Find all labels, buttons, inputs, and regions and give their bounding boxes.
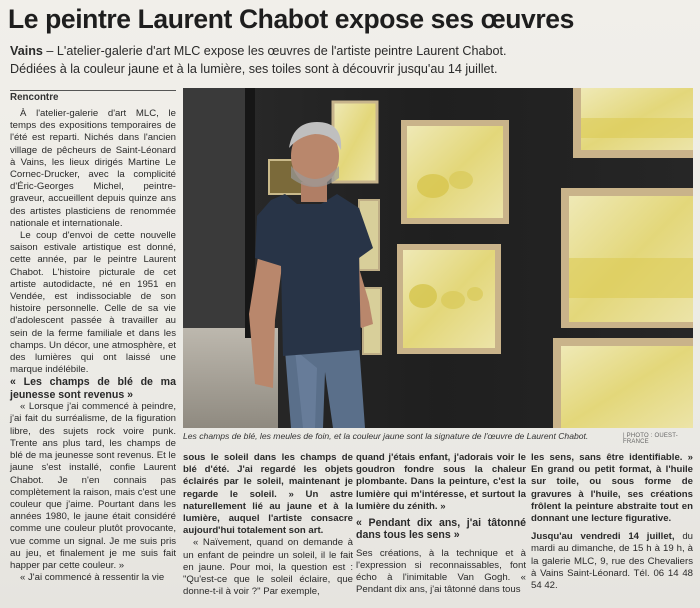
article-photo <box>183 88 693 428</box>
col4-text-1: les sens, sans être identifiable. » En grand ou petit format, à l'huile sur toile, ou sous forme de gravures à l'huile, ses créations frôlent la peinture abstraite tout en donnant une lecture figurative. <box>531 452 693 525</box>
col1-paragraph-2: Le coup d'envoi de cette nouvelle saison estivale artistique est donné, cette année, par le peintre Laurent Chabot. L'histoire picturale de cet artiste autodidacte, né en 1951 en Vendée, est indissociable de son histoire personnelle. Celle de sa vie d'adolescent passée à travailler au sein de la ferme familiale et dans les champs. Un décor, une atmosphère, et des lumières qui ont laissé une marque indélébile. <box>10 230 176 376</box>
photo-caption: Les champs de blé, les meules de foin, et la couleur jaune sont la signature de l'œuvre de Laurent Chabot. <box>183 431 589 441</box>
gallery-photo-illustration <box>183 88 693 428</box>
col1-paragraph-1: À l'atelier-galerie d'art MLC, le temps des expositions temporaires de l'été est reparti. Nichés dans l'ancien village de pêcheurs de Saint-Léonard à Vains, les lieux dirigés Martine Le Cornec-Drucker, avec la complicité d'Éric-Georges Michel, peintre-graveur, accueillent depuis quinze ans des artistes plasticiens de renommée nationale et internationale. <box>10 108 176 229</box>
col3-text-1: quand j'étais enfant, j'adorais voir le goudron fondre sous la chaleur plombante. Dans la peinture, c'est la lumière qui m'intéresse, et surtout la lumière du zénith. » <box>356 452 526 512</box>
column-2 <box>183 452 353 602</box>
headline: Le peintre Laurent Chabot expose ses œuvres <box>8 4 574 34</box>
exhibition-dates: Jusqu'au vendredi 14 juillet, <box>531 531 675 543</box>
photo-credit: | PHOTO : OUEST-FRANCE <box>623 433 678 445</box>
painting-center-top <box>401 120 509 224</box>
col2-text-1: sous le soleil dans les champs de blé d'été. J'ai regardé les objets éclairés par le soleil, maintenant je regarde le soleil. » Un astre naturellement lié au jaune et à la lumière, auquel l'artiste consacre aujourd'hui totalement son art. <box>183 452 353 537</box>
painting-right-middle <box>561 188 693 328</box>
column-1 <box>10 108 176 584</box>
column-3 <box>356 452 526 602</box>
col1-paragraph-3: « Lorsque j'ai commencé à peindre, j'ai fait du surréalisme, de la figuration libre, des sujets rock voire punk. Trente ans plus tard, les champs de blé de ma jeunesse sont revenus. Et le jaune s'est installé, confie Laurent Chabot. Je n'en connais pas complètement la raison, mais c'est une couleur que j'aime. Pourtant dans les années 1980, le jaune était considéré comme une couleur plutôt provocante, vue comme un signal. Je me suis pris au jeu, et finalement je me suis fait happer par cette couleur. » <box>10 401 176 571</box>
lead-line-1: – L'atelier-galerie d'art MLC expose les œuvres de l'artiste peintre Laurent Chabot. <box>42 44 507 58</box>
col1-paragraph-4: « J'ai commencé à ressentir la vie <box>20 572 165 584</box>
painting-right-top <box>573 88 693 158</box>
column-4 <box>531 452 693 602</box>
pull-quote-2: « Pendant dix ans, j'ai tâtonné dans tous les sens » <box>356 517 526 542</box>
exhibition-info: du mardi au dimanche, de 15 h à 19 h, à la galerie MLC, 9, rue des Chevaliers à Vains Saint-Léonard. Tél. 06 14 48 54 42. <box>531 531 693 592</box>
col3-text-2: Ses créations, à la technique et à l'expression si reconnaissables, font écho à l'inimitable Van Gogh. « Pendant dix ans, j'ai tâtonné dans tous <box>356 547 526 596</box>
lead-paragraph <box>10 42 690 78</box>
lead-place: Vains <box>10 44 43 58</box>
col2-text-2: « Naïvement, quand on demande à un enfant de peindre un soleil, il le fait en jaune. Pour moi, la question est : "Qu'est-ce que le soleil éclaire, que donne-t-il à voir ?" Par exemple, <box>183 537 353 598</box>
lead-line-2: Dédiées à la couleur jaune et à la lumière, ses toiles sont à découvrir jusqu'au 14 juillet. <box>10 62 498 76</box>
pull-quote-1: « Les champs de blé de ma jeunesse sont revenus » <box>10 376 176 401</box>
section-rubric: Rencontre <box>10 90 176 103</box>
painting-center-bottom <box>397 244 501 354</box>
painting-right-bottom <box>553 338 693 428</box>
